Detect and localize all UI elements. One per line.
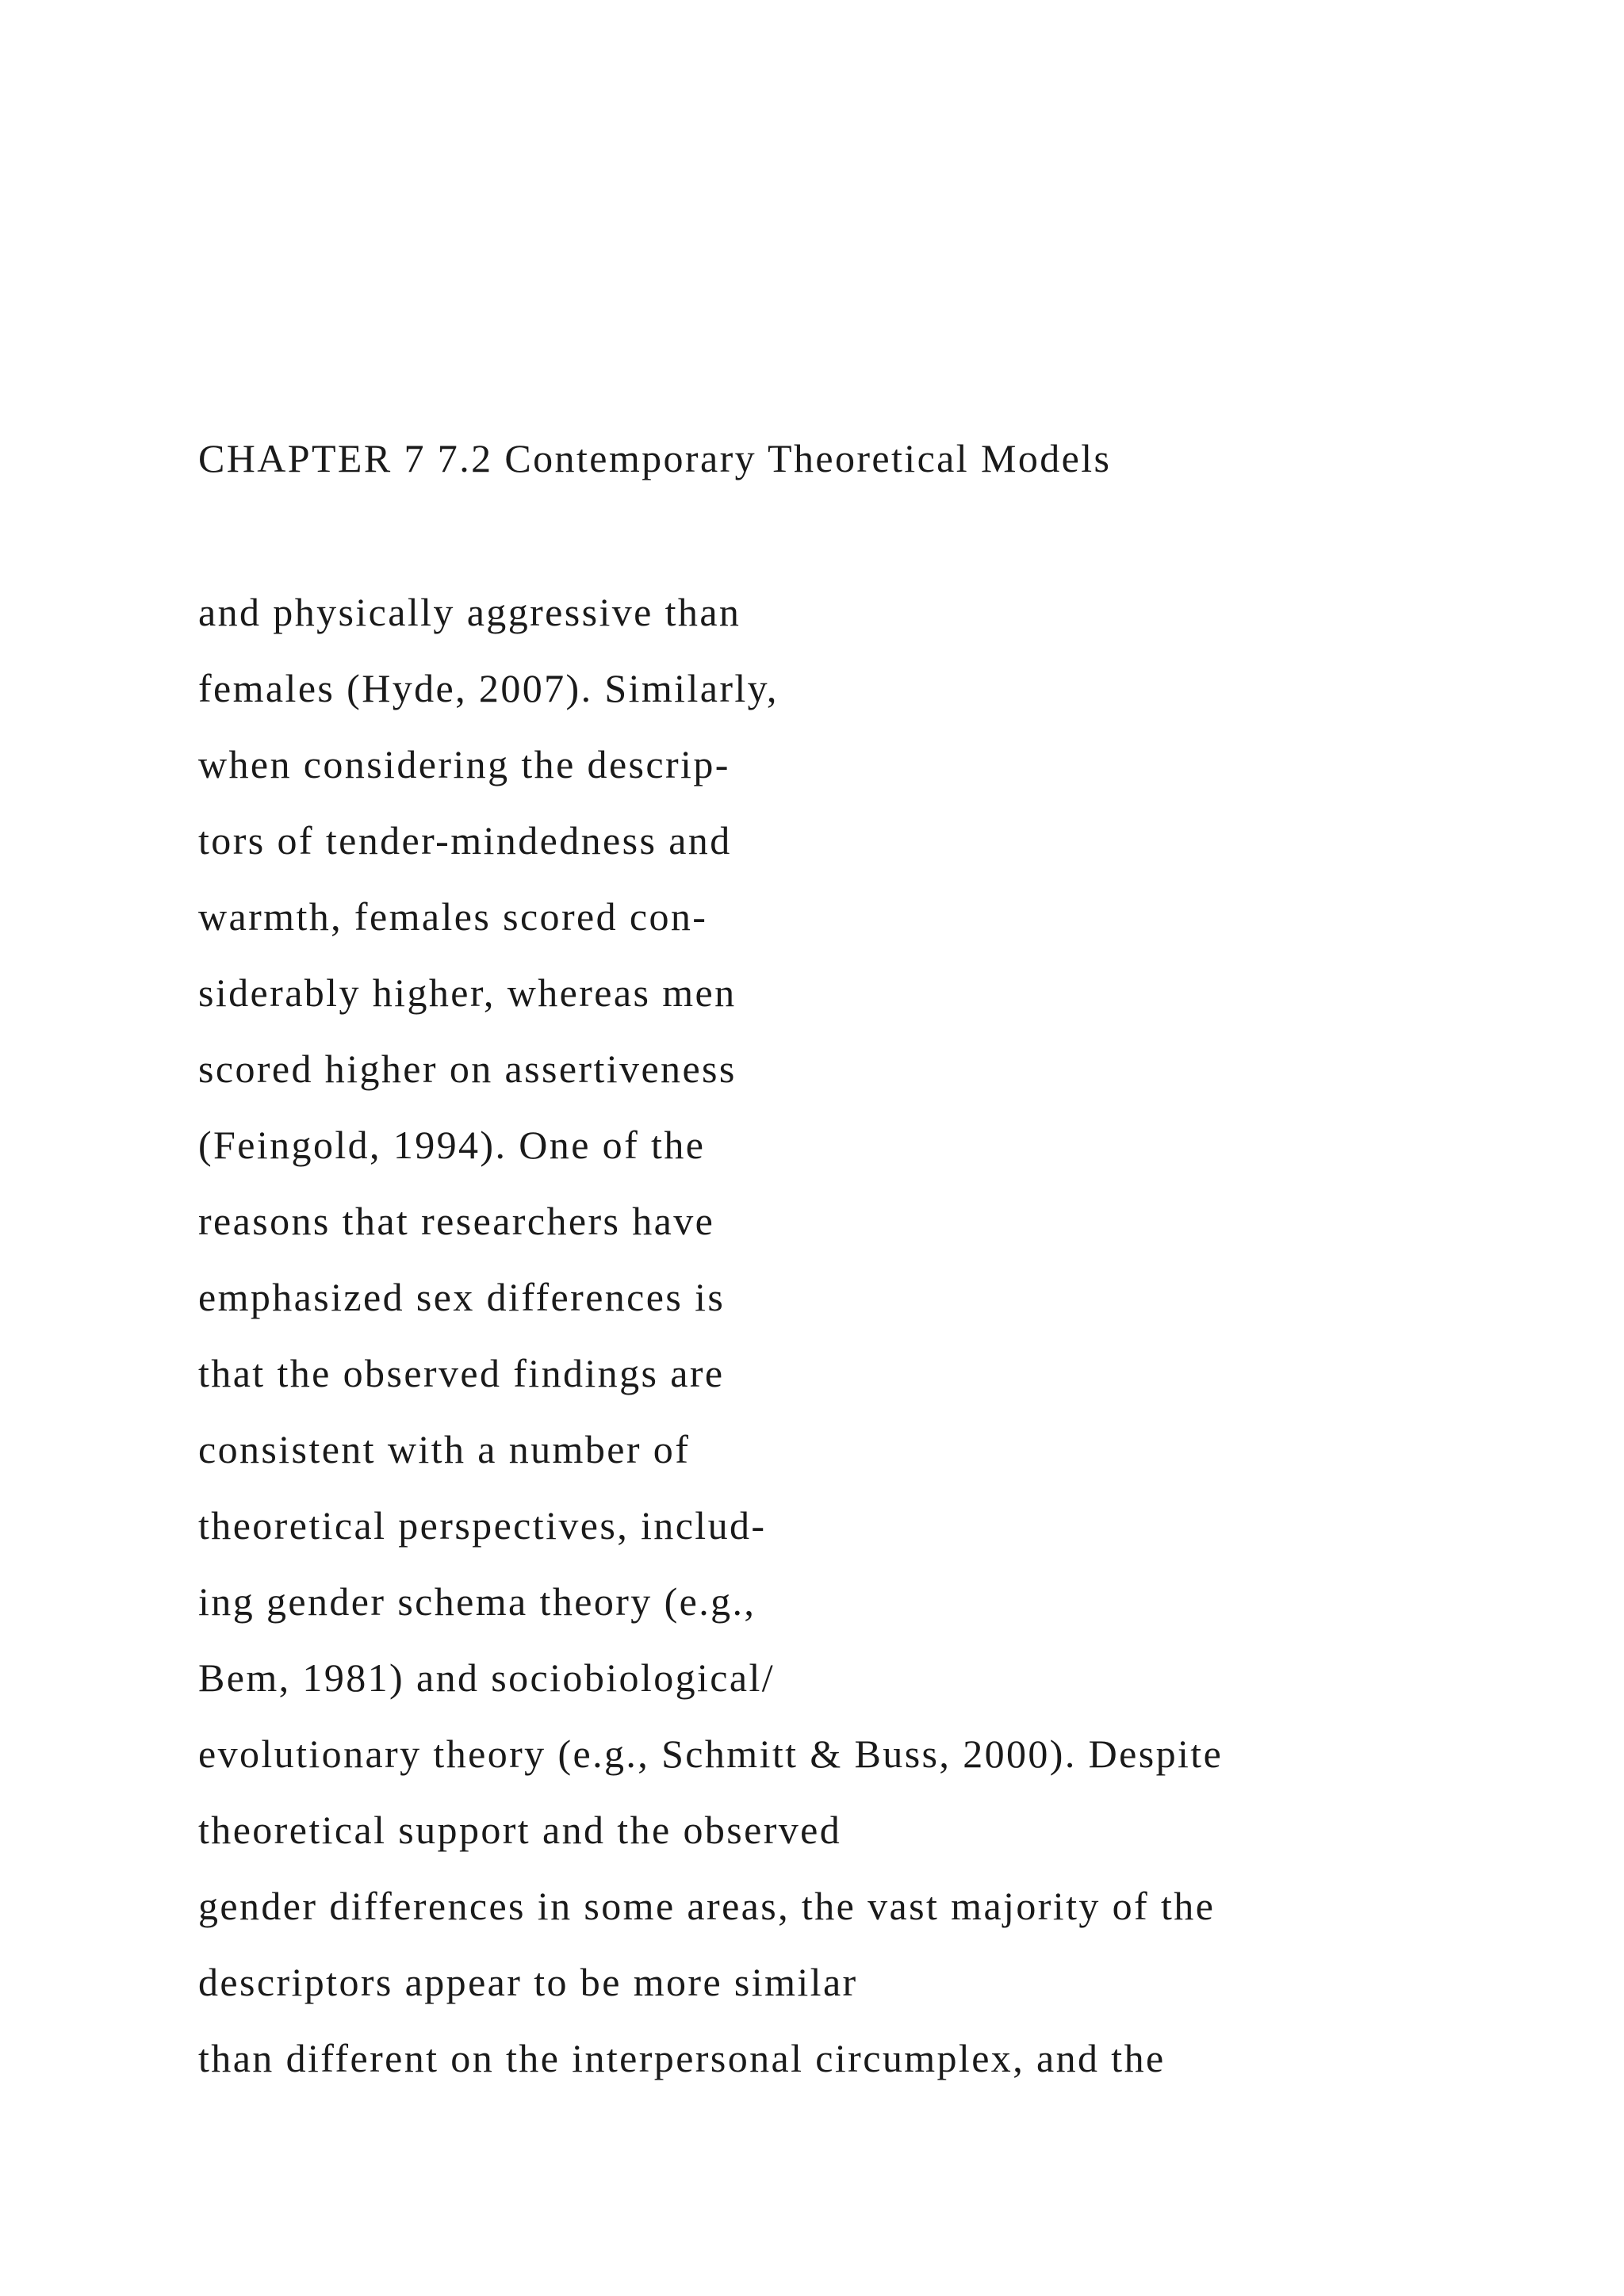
body-line: females (Hyde, 2007). Similarly,: [198, 666, 779, 710]
body-line: tors of tender-mindedness and: [198, 818, 732, 863]
body-line: that the observed findings are: [198, 1351, 725, 1395]
body-line: (Feingold, 1994). One of the: [198, 1123, 706, 1167]
body-line: warmth, females scored con-: [198, 894, 708, 939]
body-line: gender differences in some areas, the vast majority of the: [198, 1884, 1216, 1928]
body-line: Bem, 1981) and sociobiological/: [198, 1655, 776, 1700]
body-line: theoretical support and the observed: [198, 1808, 842, 1852]
body-line: than different on the interpersonal circumplex, and the: [198, 2036, 1166, 2080]
body-line: scored higher on assertiveness: [198, 1047, 737, 1091]
body-line: reasons that researchers have: [198, 1199, 715, 1243]
body-line: consistent with a number of: [198, 1427, 691, 1471]
body-text: [198, 574, 1223, 2096]
body-line: evolutionary theory (e.g., Schmitt & Buss, 2000). Despite: [198, 1732, 1224, 1776]
chapter-heading: CHAPTER 7 7.2 Contemporary Theoretical Models: [198, 436, 1112, 480]
body-line: ing gender schema theory (e.g.,: [198, 1579, 756, 1624]
body-line: siderably higher, whereas men: [198, 970, 737, 1015]
body-line: and physically aggressive than: [198, 590, 741, 634]
body-line: when considering the descrip-: [198, 742, 730, 786]
body-line: emphasized sex differences is: [198, 1275, 726, 1319]
body-line: descriptors appear to be more similar: [198, 1960, 858, 2004]
body-line: theoretical perspectives, includ-: [198, 1503, 767, 1548]
